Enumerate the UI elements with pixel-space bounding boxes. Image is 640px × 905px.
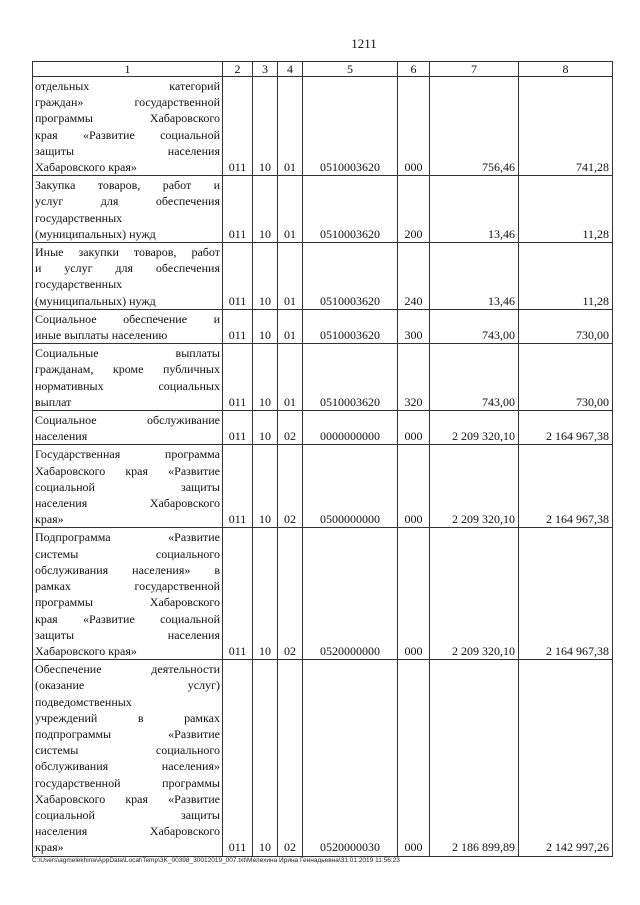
subsection-code: 01 <box>278 309 303 343</box>
description-line: системы социального <box>35 743 220 758</box>
subsection-code: 02 <box>278 660 303 856</box>
section-code: 10 <box>253 309 278 343</box>
description-line: края «Развитие социальной <box>35 127 220 142</box>
expense-type-code: 000 <box>398 411 430 445</box>
description-line: защиты населения <box>35 627 220 642</box>
file-path-footer: C:\Users\agmelekhina\AppData\Local\Temp\3K_00398_30012019_007.txt\Мелехина Ирина Геннадьевна\31.01.2019 11:56:23 <box>32 857 400 864</box>
description-line: Социальное обеспечение и <box>35 311 220 326</box>
executed-amount: 730,00 <box>519 309 613 343</box>
subsection-code: 01 <box>278 176 303 243</box>
description-line: Обеспечение деятельности <box>35 662 220 677</box>
target-item-code: 0510003620 <box>303 309 398 343</box>
ministry-code: 011 <box>223 445 253 528</box>
description-line: подпрограммы «Развитие <box>35 726 220 741</box>
target-item-code: 0000000000 <box>303 411 398 445</box>
ministry-code: 011 <box>223 309 253 343</box>
section-code: 10 <box>253 243 278 310</box>
description-line: граждан» государственной <box>35 95 220 110</box>
page-number: 1211 <box>351 36 377 51</box>
executed-amount: 2 164 967,38 <box>519 411 613 445</box>
section-code: 10 <box>253 77 278 176</box>
description-line: государственных <box>35 210 123 225</box>
planned-amount: 2 186 899,89 <box>430 660 519 856</box>
description-line: системы социального <box>35 546 220 561</box>
ministry-code: 011 <box>223 243 253 310</box>
description-line: социальной защиты <box>35 807 220 822</box>
description-line: (муниципальных) нужд <box>35 226 156 241</box>
target-item-code: 0510003620 <box>303 77 398 176</box>
row-description <box>33 344 223 411</box>
description-line: рамках государственной <box>35 579 220 594</box>
description-line: отдельных категорий <box>35 79 220 93</box>
planned-amount: 2 209 320,10 <box>430 411 519 445</box>
column-header: 6 <box>398 62 430 77</box>
column-header: 8 <box>519 62 613 77</box>
description-line: края» <box>35 512 64 527</box>
subsection-code: 02 <box>278 411 303 445</box>
table-row <box>33 344 613 411</box>
description-line: Иные закупки товаров, работ <box>35 245 220 260</box>
description-line: (муниципальных) нужд <box>35 293 156 308</box>
column-header: 3 <box>253 62 278 77</box>
expense-type-code: 000 <box>398 528 430 660</box>
ministry-code: 011 <box>223 344 253 411</box>
column-header: 2 <box>223 62 253 77</box>
description-line: услуг для обеспечения <box>35 194 220 209</box>
description-line: учреждений в рамках <box>35 710 220 725</box>
subsection-code: 01 <box>278 344 303 411</box>
description-line: гражданам, кроме публичных <box>35 362 220 377</box>
description-line: Социальное обслуживание <box>35 413 220 428</box>
description-line: обслуживания населения» в <box>35 562 220 577</box>
description-line: края» <box>35 840 64 855</box>
target-item-code: 0510003620 <box>303 243 398 310</box>
executed-amount: 741,28 <box>519 77 613 176</box>
description-line: выплат <box>35 394 72 409</box>
description-line: Хабаровского края «Развитие <box>35 791 220 806</box>
description-line: защиты населения <box>35 143 220 158</box>
table-row <box>33 660 613 856</box>
column-header: 7 <box>430 62 519 77</box>
ministry-code: 011 <box>223 528 253 660</box>
section-code: 10 <box>253 411 278 445</box>
expense-type-code: 240 <box>398 243 430 310</box>
row-description <box>33 411 223 445</box>
description-line: населения Хабаровского <box>35 824 220 839</box>
row-description <box>33 243 223 310</box>
table-body <box>33 62 613 857</box>
table-row <box>33 411 613 445</box>
description-line: края «Развитие социальной <box>35 611 220 626</box>
row-description <box>33 176 223 243</box>
description-line: социальной защиты <box>35 479 220 494</box>
expense-type-code: 300 <box>398 309 430 343</box>
subsection-code: 01 <box>278 243 303 310</box>
ministry-code: 011 <box>223 660 253 856</box>
executed-amount: 2 164 967,38 <box>519 445 613 528</box>
table-row <box>33 445 613 528</box>
planned-amount: 2 209 320,10 <box>430 528 519 660</box>
description-line: населения <box>35 429 88 444</box>
row-description <box>33 660 223 856</box>
subsection-code: 02 <box>278 528 303 660</box>
description-line: Закупка товаров, работ и <box>35 178 220 193</box>
description-line: иные выплаты населению <box>35 328 168 343</box>
target-item-code: 0520000000 <box>303 528 398 660</box>
ministry-code: 011 <box>223 411 253 445</box>
description-line: населения Хабаровского <box>35 496 220 511</box>
executed-amount: 2 142 997,26 <box>519 660 613 856</box>
description-line: и услуг для обеспечения <box>35 261 220 276</box>
target-item-code: 0500000000 <box>303 445 398 528</box>
expense-type-code: 000 <box>398 445 430 528</box>
column-header: 1 <box>33 62 223 77</box>
description-line: Социальные выплаты <box>35 346 220 361</box>
description-line: Хабаровского края» <box>35 643 137 658</box>
row-description <box>33 528 223 660</box>
description-line: программы Хабаровского <box>35 595 220 610</box>
section-code: 10 <box>253 660 278 856</box>
description-line: Хабаровского края» <box>35 160 137 175</box>
ministry-code: 011 <box>223 77 253 176</box>
table-row <box>33 77 613 176</box>
section-code: 10 <box>253 176 278 243</box>
budget-table <box>32 61 613 857</box>
expense-type-code: 200 <box>398 176 430 243</box>
description-line: государственных <box>35 277 123 292</box>
planned-amount: 2 209 320,10 <box>430 445 519 528</box>
table-row <box>33 176 613 243</box>
executed-amount: 730,00 <box>519 344 613 411</box>
header-row <box>33 62 613 77</box>
target-item-code: 0510003620 <box>303 176 398 243</box>
description-line: обслуживания населения» <box>35 759 220 774</box>
description-line: нормативных социальных <box>35 378 220 393</box>
planned-amount: 13,46 <box>430 176 519 243</box>
description-line: Хабаровского края «Развитие <box>35 463 220 478</box>
ministry-code: 011 <box>223 176 253 243</box>
executed-amount: 11,28 <box>519 176 613 243</box>
description-line: подведомственных <box>35 694 132 709</box>
subsection-code: 02 <box>278 445 303 528</box>
section-code: 10 <box>253 528 278 660</box>
executed-amount: 11,28 <box>519 243 613 310</box>
planned-amount: 743,00 <box>430 309 519 343</box>
target-item-code: 0510003620 <box>303 344 398 411</box>
target-item-code: 0520000030 <box>303 660 398 856</box>
description-line: Подпрограмма «Развитие <box>35 530 220 545</box>
description-line: государственной программы <box>35 775 220 790</box>
section-code: 10 <box>253 445 278 528</box>
row-description <box>33 77 223 176</box>
description-line: (оказание услуг) <box>35 678 220 693</box>
executed-amount: 2 164 967,38 <box>519 528 613 660</box>
column-header: 5 <box>303 62 398 77</box>
section-code: 10 <box>253 344 278 411</box>
row-description <box>33 309 223 343</box>
column-header: 4 <box>278 62 303 77</box>
description-line: программы Хабаровского <box>35 111 220 126</box>
planned-amount: 743,00 <box>430 344 519 411</box>
table-row <box>33 309 613 343</box>
planned-amount: 756,46 <box>430 77 519 176</box>
expense-type-code: 000 <box>398 77 430 176</box>
row-description <box>33 445 223 528</box>
subsection-code: 01 <box>278 77 303 176</box>
planned-amount: 13,46 <box>430 243 519 310</box>
table-row <box>33 528 613 660</box>
table-row <box>33 243 613 310</box>
expense-type-code: 320 <box>398 344 430 411</box>
expense-type-code: 000 <box>398 660 430 856</box>
description-line: Государственная программа <box>35 447 220 462</box>
